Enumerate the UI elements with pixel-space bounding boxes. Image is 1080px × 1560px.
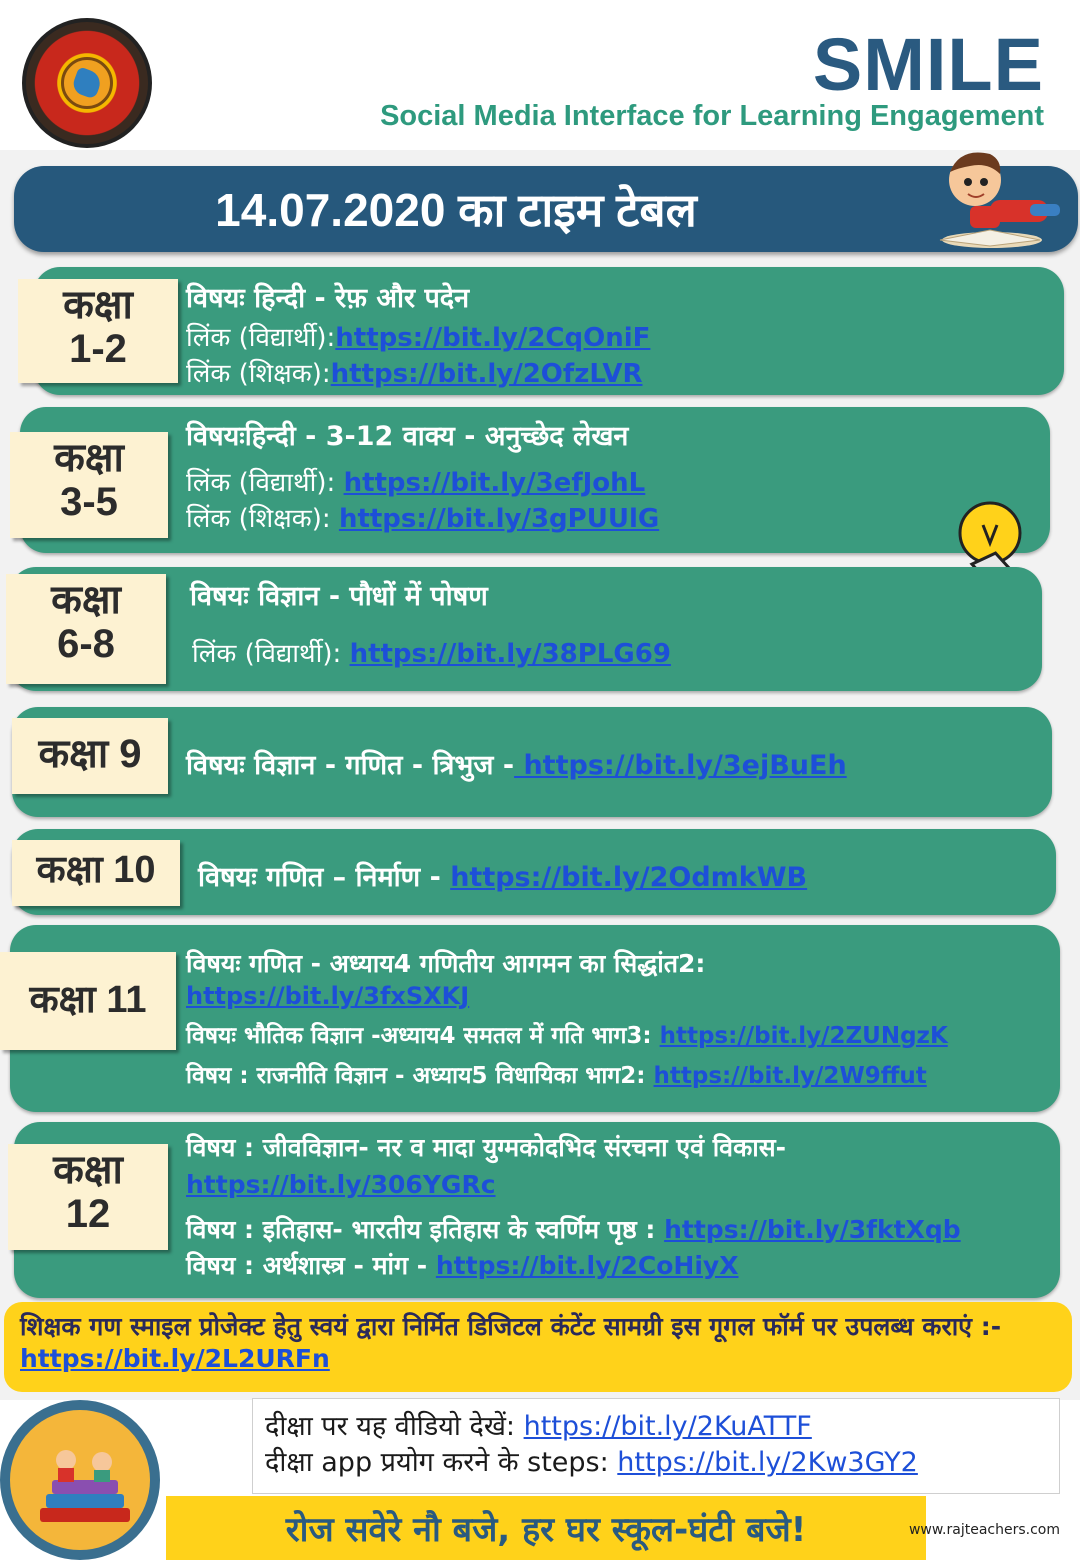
timetable-title-bar bbox=[14, 166, 1078, 252]
class-10-row bbox=[198, 857, 807, 894]
teacher-form-note-text: शिक्षक गण स्माइल प्रोजेक्ट हेतु स्वयं द्वारा निर्मित डिजिटल कंटेंट सामग्री इस गूगल फॉर्म पर उपलब्ध कराएं :- bbox=[20, 1312, 1002, 1341]
kids-books-illustration bbox=[30, 1430, 140, 1540]
class-11-link-row-1 bbox=[186, 982, 469, 1010]
class-9-subject: विषयः विज्ञान - गणित - त्रिभुज - bbox=[186, 750, 515, 781]
class-1-2-subject: विषयः हिन्दी - रेफ़ और पदेन bbox=[186, 283, 470, 314]
diksha-steps-link[interactable]: https://bit.ly/2Kw3GY2 bbox=[617, 1447, 918, 1479]
class-11-link-1[interactable]: https://bit.ly/3fxSXKJ bbox=[186, 982, 470, 1010]
diksha-steps-label: दीक्षा app प्रयोग करने के steps: bbox=[265, 1447, 618, 1479]
class-12-tag bbox=[8, 1144, 168, 1250]
google-form-link[interactable]: https://bit.ly/2L2URFn bbox=[20, 1343, 330, 1373]
class-10-tag: कक्षा 10 bbox=[12, 840, 180, 906]
class-tag-label: कक्षा bbox=[53, 1148, 123, 1192]
student-link-label: लिंक (विद्यार्थी): bbox=[186, 468, 344, 498]
class-12-link-2[interactable]: https://bit.ly/3fktXqb bbox=[664, 1215, 961, 1244]
class-tag-label: कक्षा bbox=[63, 283, 133, 327]
class-12-row-2 bbox=[186, 1212, 961, 1246]
website-credit[interactable]: www.rajteachers.com bbox=[908, 1522, 1060, 1538]
map-icon bbox=[70, 66, 103, 99]
diksha-video-row bbox=[265, 1409, 1047, 1445]
class-tag-number: 6-8 bbox=[57, 622, 115, 666]
teacher-link-label: लिंक (शिक्षक): bbox=[186, 359, 331, 389]
class-6-8-subject: विषयः विज्ञान - पौधों में पोषण bbox=[190, 581, 488, 612]
kids-reading-emblem bbox=[0, 1400, 160, 1560]
class-tag-number: 3-5 bbox=[60, 480, 118, 524]
class-1-2-teacher-link[interactable]: https://bit.ly/2OfzLVR bbox=[330, 359, 643, 389]
class-6-8-student-row bbox=[192, 634, 671, 670]
class-11-row-3 bbox=[186, 1058, 927, 1090]
reading-boy-illustration bbox=[930, 142, 1070, 252]
diksha-video-link[interactable]: https://bit.ly/2KuATTF bbox=[523, 1411, 812, 1442]
class-3-5-student-link[interactable]: https://bit.ly/3efJohL bbox=[343, 468, 646, 498]
class-1-2-tag bbox=[18, 279, 178, 383]
class-9-tag: कक्षा 9 bbox=[12, 718, 168, 794]
class-3-5-subject: विषयःहिन्दी - 3-12 वाक्य - अनुच्छेद लेखन bbox=[186, 421, 629, 452]
class-12-subject-3: विषय : अर्थशास्त्र - मांग - bbox=[186, 1251, 436, 1280]
class-1-2-student-row bbox=[186, 318, 650, 354]
class-12-link-3[interactable]: https://bit.ly/2CoHiyX bbox=[435, 1251, 739, 1280]
teacher-form-note bbox=[4, 1302, 1072, 1392]
class-9-link[interactable]: https://bit.ly/3ejBuEh bbox=[514, 750, 847, 781]
class-3-5-tag bbox=[10, 432, 168, 538]
class-tag-number: 12 bbox=[65, 1192, 111, 1236]
class-11-link-3[interactable]: https://bit.ly/2W9ffut bbox=[653, 1063, 927, 1089]
timetable-title: 14.07.2020 का टाइम टेबल bbox=[215, 184, 697, 236]
class-11-link-2[interactable]: https://bit.ly/2ZUNgzK bbox=[659, 1023, 948, 1049]
brand-subtitle: Social Media Interface for Learning Engagement bbox=[380, 100, 1044, 132]
class-3-5-teacher-link[interactable]: https://bit.ly/3gPUUlG bbox=[338, 504, 660, 534]
class-11-subject-1: विषयः गणित - अध्याय4 गणितीय आगमन का सिद्धांत2: bbox=[186, 949, 706, 978]
class-tag-label: कक्षा bbox=[51, 578, 121, 622]
class-1-2-teacher-row bbox=[186, 354, 642, 390]
student-link-label: लिंक (विद्यार्थी): bbox=[192, 639, 350, 669]
class-11-row-2 bbox=[186, 1018, 948, 1050]
class-tag-label: कक्षा bbox=[54, 436, 124, 480]
class-12-link-1[interactable]: https://bit.ly/306YGRc bbox=[186, 1170, 496, 1199]
class-12-subject-1: विषय : जीवविज्ञान- नर व मादा युग्मकोदभिद संरचना एवं विकास- bbox=[186, 1133, 787, 1162]
slogan-text: रोज सवेरे नौ बजे, हर घर स्कूल-घंटी बजे! bbox=[285, 1510, 807, 1550]
class-10-link[interactable]: https://bit.ly/2OdmkWB bbox=[450, 862, 808, 893]
slogan-banner bbox=[166, 1496, 926, 1560]
class-tag-number: 1-2 bbox=[69, 327, 127, 371]
class-3-5-teacher-row bbox=[186, 499, 659, 535]
class-3-5-student-row bbox=[186, 463, 645, 499]
class-9-row bbox=[186, 745, 847, 782]
class-12-row-3 bbox=[186, 1248, 739, 1282]
logo-emblem-icon bbox=[61, 57, 113, 109]
class-11-subject-2: विषयः भौतिक विज्ञान -अध्याय4 समतल में गति भाग3: bbox=[186, 1023, 660, 1049]
class-6-8-student-link[interactable]: https://bit.ly/38PLG69 bbox=[349, 639, 671, 669]
brand-title: SMILE bbox=[812, 23, 1044, 106]
class-11-tag: कक्षा 11 bbox=[0, 952, 176, 1050]
teacher-link-label: लिंक (शिक्षक): bbox=[186, 504, 339, 534]
department-logo bbox=[22, 18, 152, 148]
student-link-label: लिंक (विद्यार्थी): bbox=[186, 323, 336, 353]
class-12-subject-2: विषय : इतिहास- भारतीय इतिहास के स्वर्णिम पृष्ठ : bbox=[186, 1215, 665, 1244]
class-10-subject: विषयः गणित – निर्माण - bbox=[198, 862, 451, 893]
diksha-info-box bbox=[252, 1398, 1060, 1494]
class-11-subject-3: विषय : राजनीति विज्ञान - अध्याय5 विधायिका भाग2: bbox=[186, 1063, 654, 1089]
diksha-steps-row bbox=[265, 1445, 1047, 1481]
class-1-2-student-link[interactable]: https://bit.ly/2CqOniF bbox=[335, 323, 651, 353]
class-12-link-row-1 bbox=[186, 1170, 496, 1199]
class-6-8-tag bbox=[6, 574, 166, 684]
diksha-video-label: दीक्षा पर यह वीडियो देखें: bbox=[265, 1411, 524, 1442]
